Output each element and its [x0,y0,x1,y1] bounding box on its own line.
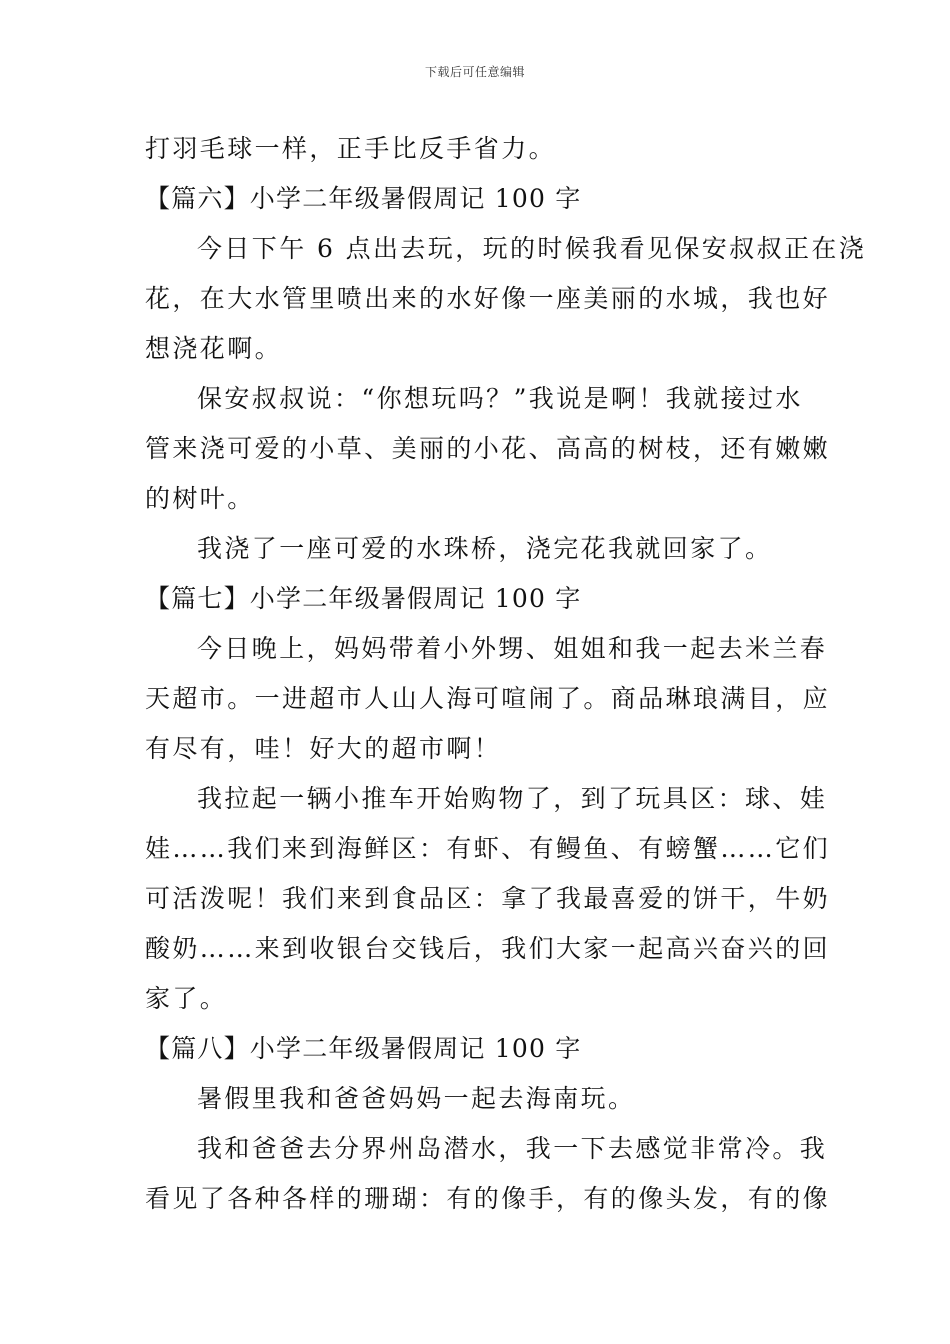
text-line: 今日晚上，妈妈带着小外甥、姐姐和我一起去米兰春 [197,634,828,663]
section-heading: 【篇六】小学二年级暑假周记 100 字 [145,184,582,213]
text-line: 管来浇可爱的小草、美丽的小花、高高的树枝，还有嫩嫩 [145,434,831,463]
text-line: 有尽有，哇！好大的超市啊！ [145,734,502,763]
text-line: 酸奶……来到收银台交钱后，我们大家一起高兴奋兴的回 [145,934,831,963]
text-line: 看见了各种各样的珊瑚：有的像手，有的像头发，有的像 [145,1184,831,1213]
text-line: 家了。 [145,984,228,1013]
text-line: 的树叶。 [145,484,255,513]
text-line: 我和爸爸去分界州岛潜水，我一下去感觉非常冷。我 [197,1134,828,1163]
text-line: 想浇花啊。 [145,334,283,363]
page-header: 下载后可任意编辑 [424,65,525,79]
text-line: 今日下午 6 点出去玩，玩的时候我看见保安叔叔正在浇 [197,234,867,263]
text-line: 可活泼呢！我们来到食品区：拿了我最喜爱的饼干，牛奶 [145,884,831,913]
text-line: 天超市。一进超市人山人海可喧闹了。商品琳琅满目，应 [145,684,831,713]
text-line: 打羽毛球一样，正手比反手省力。 [145,134,557,163]
text-line: 花，在大水管里喷出来的水好像一座美丽的水城，我也好 [145,284,831,313]
text-line: 暑假里我和爸爸妈妈一起去海南玩。 [197,1084,636,1113]
document-body [145,124,867,1224]
section-heading: 【篇七】小学二年级暑假周记 100 字 [145,584,582,613]
section-heading: 【篇八】小学二年级暑假周记 100 字 [145,1034,582,1063]
text-line: 我浇了一座可爱的水珠桥，浇完花我就回家了。 [197,534,773,563]
text-line: 我拉起一辆小推车开始购物了，到了玩具区：球、娃 [197,784,828,813]
text-line: 娃……我们来到海鲜区：有虾、有鳗鱼、有螃蟹……它们 [145,834,831,863]
text-line: 保安叔叔说：“你想玩吗？”我说是啊！我就接过水 [197,384,803,413]
